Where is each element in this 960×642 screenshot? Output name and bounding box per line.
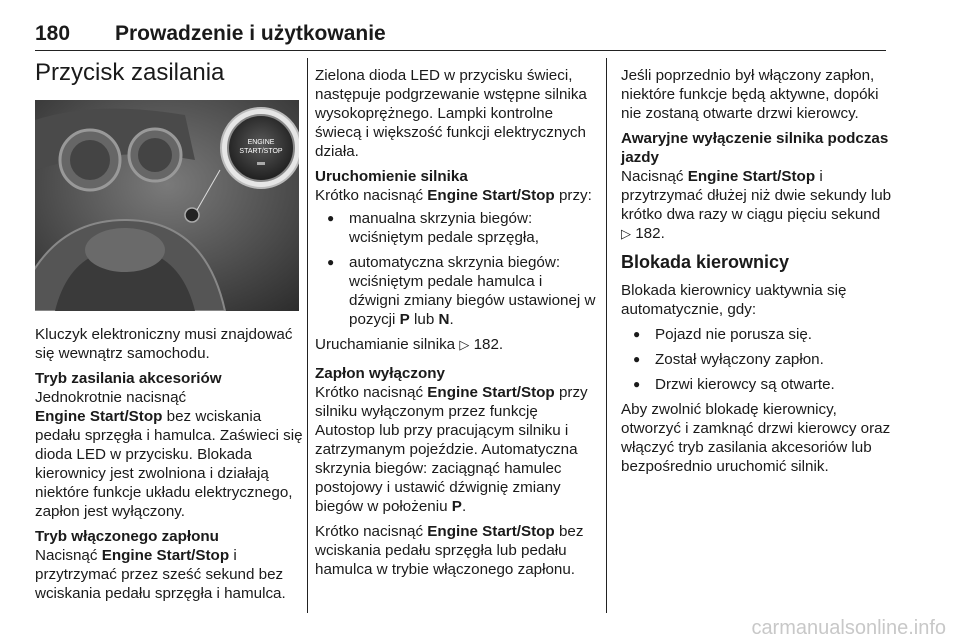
- ignition-off-heading: Zapłon wyłączony: [315, 365, 445, 382]
- ignition-remain-paragraph: Jeśli poprzednio był włączony zapłon, niektóre funkcje będą aktywne, dopóki nie zostaną otwarte drzwi kierowcy.: [621, 67, 879, 122]
- column-2: [315, 66, 597, 585]
- text: manualna skrzynia biegów: wciśniętym pedale sprzęgła,: [349, 210, 539, 246]
- start-conditions-list: [315, 209, 597, 329]
- steering-lock-intro: Blokada kierownicy uaktywnia się automatycznie, gdy:: [621, 282, 847, 318]
- ignition-on-heading: Tryb włączonego zapłonu: [35, 528, 219, 545]
- start-engine-heading: Uruchomienie silnika: [315, 168, 468, 185]
- text: i przytrzymać przez sześć sekund bez wciskania pedału sprzęgła i hamulca.: [35, 547, 286, 602]
- gear-p: P: [399, 311, 410, 328]
- text: Krótko nacisnąć: [315, 187, 424, 204]
- list-item: [315, 209, 597, 247]
- text: Automatyczna skrzynia biegów: zaciągnąć hamulec postojowy i ustawić dźwignię zmiany biegów w położeniu: [315, 441, 578, 515]
- running-title: Prowadzenie i użytkowanie: [115, 22, 386, 45]
- steering-lock-title: Blokada kierownicy: [621, 252, 790, 272]
- page-number: 180: [35, 22, 71, 45]
- text: Jednokrotnie nacisnąć: [35, 389, 187, 406]
- list-item: ● Pojazd nie porusza się.: [621, 325, 893, 344]
- text: Krótko nacisnąć: [315, 384, 424, 401]
- dashboard-illustration: [35, 100, 299, 311]
- column-divider: [606, 58, 607, 613]
- intro-paragraph: Kluczyk elektroniczny musi znajdować się wewnątrz samochodu.: [35, 326, 293, 362]
- text: automatyczna skrzynia biegów: wciśniętym pedale hamulca i dźwigni zmiany biegów ustawionej w pozycji: [349, 254, 596, 328]
- ignition-on-paragraph: [35, 527, 307, 603]
- accessory-mode-heading: Tryb zasilania akcesoriów: [35, 370, 222, 387]
- gear-n: N: [438, 311, 450, 328]
- final-paragraph: [315, 522, 597, 579]
- accessory-mode-paragraph: [35, 369, 307, 521]
- reference-page: 182.: [635, 225, 665, 242]
- steering-lock-release: Aby zwolnić blokadę kierownicy, otworzyć i zamknąć drzwi kierowcy oraz włączyć tryb zasilania akcesoriów lub bezpośrednio uruchomić silnik.: [621, 401, 891, 475]
- engine-button-figure: [35, 100, 299, 311]
- column-1: [35, 58, 307, 609]
- column-divider: [307, 58, 308, 613]
- gear-p: P: [451, 498, 462, 515]
- engine-start-stop-label: Engine Start/Stop: [427, 187, 555, 204]
- reference-page: 182.: [473, 336, 504, 353]
- text: bez wciskania pedału sprzęgła lub pedału hamulca w trybie włączonego zapłonu.: [315, 523, 584, 578]
- page-reference-icon: ▷: [621, 226, 631, 241]
- ignition-off-paragraph: Zapłon wyłączony Krótko nacisnąć Engine Start/Stop przy silniku wyłączonym przez funkcję Autostop lub przy pracującym silniku i zatrzymanym pojeździe. Automatyczna skrzynia biegów: zaciągnąć hamulec postojowy i ustawić dźwignię zmiany biegów w położeniu P.: [315, 364, 597, 516]
- page-header: [35, 22, 886, 51]
- emergency-stop-paragraph: [621, 129, 893, 243]
- start-reference: [315, 335, 597, 354]
- column-3: [621, 66, 893, 482]
- engine-start-stop-label: Engine Start/Stop: [427, 523, 555, 540]
- text: .: [449, 311, 454, 328]
- section-title: Przycisk zasilania: [35, 59, 225, 86]
- text: Nacisnąć: [621, 168, 684, 185]
- button-label-line1: ENGINE: [247, 139, 275, 146]
- watermark: carmanualsonline.info: [751, 617, 946, 639]
- text: lub: [409, 311, 439, 328]
- steering-lock-conditions: [621, 325, 893, 394]
- list-item: [315, 253, 597, 329]
- button-label-line2: START/STOP: [239, 148, 283, 155]
- engine-start-stop-label: Engine Start/Stop: [35, 408, 163, 425]
- list-item: ● Został wyłączony zapłon.: [621, 350, 893, 369]
- text: przy:: [558, 187, 592, 204]
- engine-start-stop-label: Engine Start/Stop: [427, 384, 555, 401]
- engine-start-stop-label: Engine Start/Stop: [687, 168, 816, 185]
- page-reference-icon: ▷: [459, 337, 470, 352]
- engine-start-stop-label: Engine Start/Stop: [101, 547, 230, 564]
- text: Krótko nacisnąć: [315, 523, 424, 540]
- text: Nacisnąć: [35, 547, 98, 564]
- emergency-stop-heading: Awaryjne wyłączenie silnika podczas jazdy: [621, 130, 889, 166]
- list-item: ● Drzwi kierowcy są otwarte.: [621, 375, 893, 394]
- text: przy silniku wyłączonym przez funkcję Autostop lub przy pracującym silniku i zatrzymanym pojeździe.: [315, 384, 588, 458]
- preheat-paragraph: Zielona dioda LED w przycisku świeci, następuje podgrzewanie wstępne silnika wysokoprężnego. Lampki kontrolne świecą i większość funkcji elektrycznych działa.: [315, 67, 587, 160]
- text: bez wciskania pedału sprzęgła i hamulca. Zaświeci się dioda LED w przycisku. Blokada kierownicy jest zwolniona i działają niektóre funkcje układu elektrycznego, zapłon jest wyłączony.: [35, 408, 303, 520]
- start-engine-paragraph: [315, 167, 597, 205]
- text: i przytrzymać dłużej niż dwie sekundy lub krótko dwa razy w ciągu pięciu sekund: [621, 168, 892, 223]
- text: Uruchamianie silnika: [315, 336, 456, 353]
